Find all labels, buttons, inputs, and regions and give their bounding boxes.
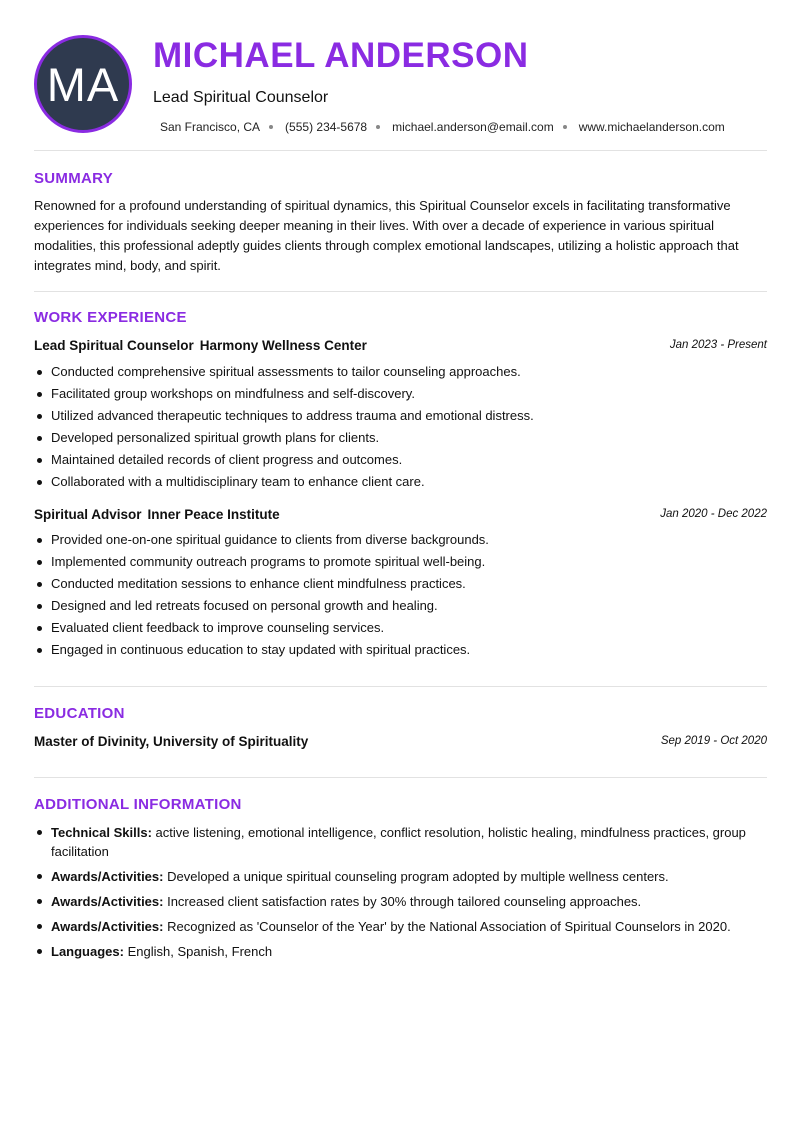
divider	[34, 686, 767, 687]
work-experience-heading: WORK EXPERIENCE	[34, 309, 187, 326]
education-entry	[34, 734, 767, 754]
job-company: Harmony Wellness Center	[199, 338, 367, 353]
job-header	[34, 338, 767, 358]
summary-text: Renowned for a profound understanding of spiritual dynamics, this Spiritual Counselor excels in facilitating transformative experiences for individuals seeking deeper meaning in their lives. With over a decade of experience in various spiritual modalities, this professional adeptly guides clients through complex emotional landscapes, utilizing a holistic approach that integrates mind, body, and spirit.	[34, 198, 739, 273]
education-degree: Master of Divinity, University of Spirituality	[34, 734, 309, 749]
additional-info-list	[34, 823, 774, 967]
job-header	[34, 507, 767, 527]
divider	[34, 777, 767, 778]
list-item: Facilitated group workshops on mindfulness and self-discovery.	[34, 385, 767, 407]
job-title	[34, 507, 280, 522]
list-item: Designed and led retreats focused on personal growth and healing.	[34, 597, 767, 619]
list-item: Provided one-on-one spiritual guidance to clients from diverse backgrounds.	[34, 531, 767, 553]
avatar-initials: MA	[46, 57, 120, 111]
item-label: Awards/Activities:	[51, 869, 164, 884]
job-role: Lead Spiritual Counselor	[34, 338, 194, 353]
headline: Lead Spiritual Counselor	[153, 89, 329, 106]
item-text: Increased client satisfaction rates by 30% through tailored counseling approaches.	[167, 894, 642, 909]
job-role: Spiritual Advisor	[34, 507, 142, 522]
avatar	[34, 35, 132, 133]
item-text: English, Spanish, French	[127, 944, 273, 959]
list-item	[34, 892, 774, 911]
summary-heading: SUMMARY	[34, 170, 114, 187]
item-text: Recognized as 'Counselor of the Year' by the National Association of Spiritual Counselors in 2020.	[167, 919, 731, 934]
separator-dot	[376, 125, 380, 129]
education-heading: EDUCATION	[34, 705, 125, 722]
contact-location: San Francisco, CA	[160, 120, 261, 134]
list-item	[34, 917, 774, 936]
list-item: Evaluated client feedback to improve counseling services.	[34, 619, 767, 641]
item-label: Awards/Activities:	[51, 894, 164, 909]
list-item	[34, 942, 774, 961]
list-item: Engaged in continuous education to stay updated with spiritual practices.	[34, 641, 767, 663]
additional-information-heading: ADDITIONAL INFORMATION	[34, 796, 242, 813]
list-item	[34, 823, 774, 861]
item-label: Languages:	[51, 944, 124, 959]
job-bullets	[34, 531, 767, 663]
contact-bar	[160, 120, 725, 134]
job-company: Inner Peace Institute	[147, 507, 280, 522]
job-dates: Jan 2020 - Dec 2022	[660, 508, 767, 520]
separator-dot	[563, 125, 567, 129]
job-title	[34, 338, 367, 353]
list-item: Developed personalized spiritual growth plans for clients.	[34, 429, 767, 451]
item-text: Developed a unique spiritual counseling program adopted by multiple wellness centers.	[167, 869, 669, 884]
education-dates: Sep 2019 - Oct 2020	[660, 735, 767, 747]
list-item: Maintained detailed records of client progress and outcomes.	[34, 451, 767, 473]
item-label: Awards/Activities:	[51, 919, 164, 934]
contact-phone[interactable]: (555) 234-5678	[285, 120, 368, 134]
item-text: active listening, emotional intelligence, conflict resolution, holistic healing, mindfulness practices, group facilitation	[51, 825, 746, 859]
list-item: Conducted meditation sessions to enhance client mindfulness practices.	[34, 575, 767, 597]
candidate-name: MICHAEL ANDERSON	[153, 36, 529, 75]
job-dates: Jan 2023 - Present	[669, 339, 767, 351]
list-item: Implemented community outreach programs to promote spiritual well-being.	[34, 553, 767, 575]
list-item: Utilized advanced therapeutic techniques to address trauma and emotional distress.	[34, 407, 767, 429]
list-item: Collaborated with a multidisciplinary team to enhance client care.	[34, 473, 767, 495]
contact-website[interactable]: www.michaelanderson.com	[578, 120, 725, 134]
list-item	[34, 867, 774, 886]
job-bullets	[34, 363, 767, 495]
list-item: Conducted comprehensive spiritual assessments to tailor counseling approaches.	[34, 363, 767, 385]
divider	[34, 291, 767, 292]
item-label: Technical Skills:	[51, 825, 152, 840]
divider	[34, 150, 767, 151]
contact-email[interactable]: michael.anderson@email.com	[392, 120, 554, 134]
separator-dot	[269, 125, 273, 129]
